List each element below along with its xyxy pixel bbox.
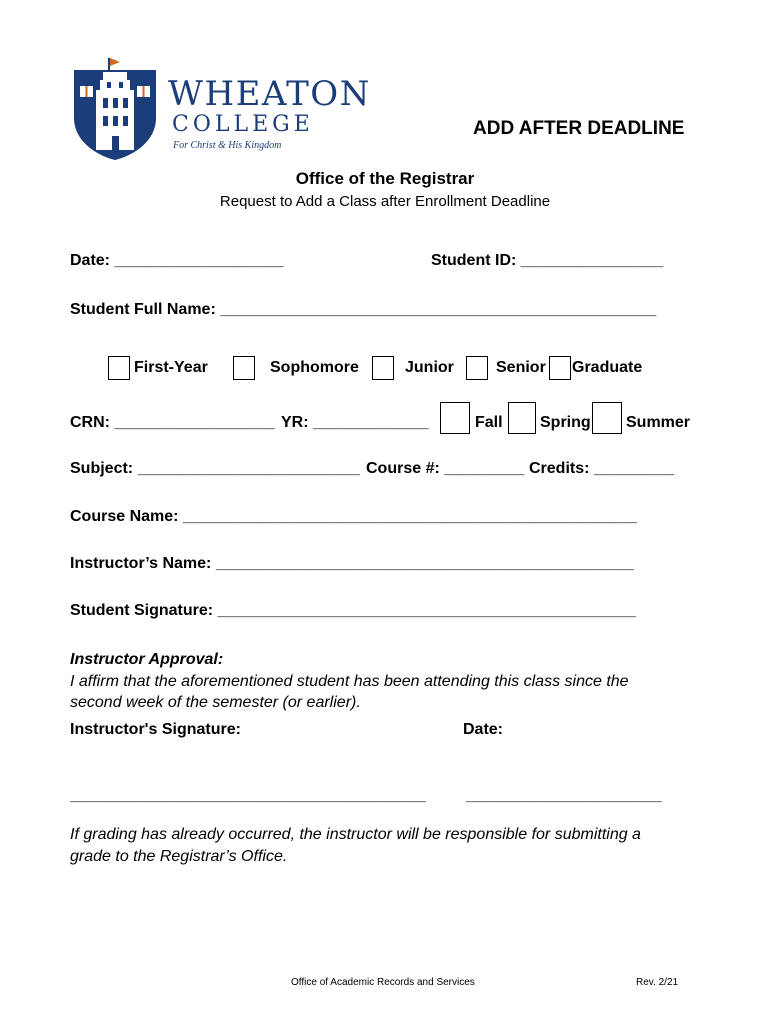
sophomore-checkbox[interactable] <box>233 356 255 380</box>
brand-line-college: COLLEGE <box>172 112 314 137</box>
student-full-name-field[interactable]: Student Full Name: _________________________________________________ <box>70 301 657 318</box>
office-heading: Office of the Registrar <box>295 169 475 188</box>
instructor-approval-heading: Instructor Approval: <box>70 651 224 668</box>
junior-checkbox[interactable] <box>372 356 394 380</box>
sophomore-label: Sophomore <box>270 359 359 376</box>
request-subtitle: Request to Add a Class after Enrollment Deadline <box>219 193 551 210</box>
first-year-checkbox[interactable] <box>108 356 130 380</box>
subject-field[interactable]: Subject: _________________________ <box>70 460 361 477</box>
yr-field[interactable]: YR: _____________ <box>281 414 429 431</box>
instructor-name-field[interactable]: Instructor’s Name: _______________________________________________ <box>70 555 635 572</box>
senior-label: Senior <box>496 359 546 376</box>
course-name-field[interactable]: Course Name: ___________________________________________________ <box>70 508 637 525</box>
form-title: ADD AFTER DEADLINE <box>473 118 685 139</box>
instructor-signature-line[interactable]: ________________________________________ <box>70 787 426 804</box>
grading-note-line1: If grading has already occurred, the instructor will be responsible for submitting a <box>70 826 641 843</box>
fall-checkbox[interactable] <box>440 402 470 434</box>
credits-field[interactable]: Credits: _________ <box>529 460 674 477</box>
approval-date-line[interactable]: ______________________ <box>466 787 662 804</box>
first-year-label: First-Year <box>134 359 208 376</box>
junior-label: Junior <box>405 359 454 376</box>
senior-checkbox[interactable] <box>466 356 488 380</box>
summer-checkbox[interactable] <box>592 402 622 434</box>
instructor-signature-label: Instructor's Signature: <box>70 721 241 738</box>
student-id-field[interactable]: Student ID: ________________ <box>431 252 664 269</box>
wheaton-logo <box>70 56 160 160</box>
approval-statement-line2: second week of the semester (or earlier). <box>70 694 361 711</box>
grading-note-line2: grade to the Registrar’s Office. <box>70 848 288 865</box>
spring-checkbox[interactable] <box>508 402 536 434</box>
graduate-checkbox[interactable] <box>549 356 571 380</box>
course-number-field[interactable]: Course #: _________ <box>366 460 525 477</box>
crn-field[interactable]: CRN: __________________ <box>70 414 275 431</box>
fall-label: Fall <box>475 414 503 431</box>
brand-tagline: For Christ & His Kingdom <box>173 140 282 151</box>
footer-revision: Rev. 2/21 <box>636 977 679 988</box>
brand-line-wheaton: WHEATON <box>168 74 371 114</box>
approval-statement-line1: I affirm that the aforementioned student has been attending this class since the <box>70 673 629 690</box>
student-signature-field[interactable]: Student Signature: _______________________________________________ <box>70 602 636 619</box>
spring-label: Spring <box>540 414 591 431</box>
date-field[interactable]: Date: ___________________ <box>70 252 284 269</box>
summer-label: Summer <box>626 414 691 431</box>
graduate-label: Graduate <box>572 359 643 376</box>
approval-date-label: Date: <box>463 721 504 738</box>
footer-office: Office of Academic Records and Services <box>291 977 475 988</box>
